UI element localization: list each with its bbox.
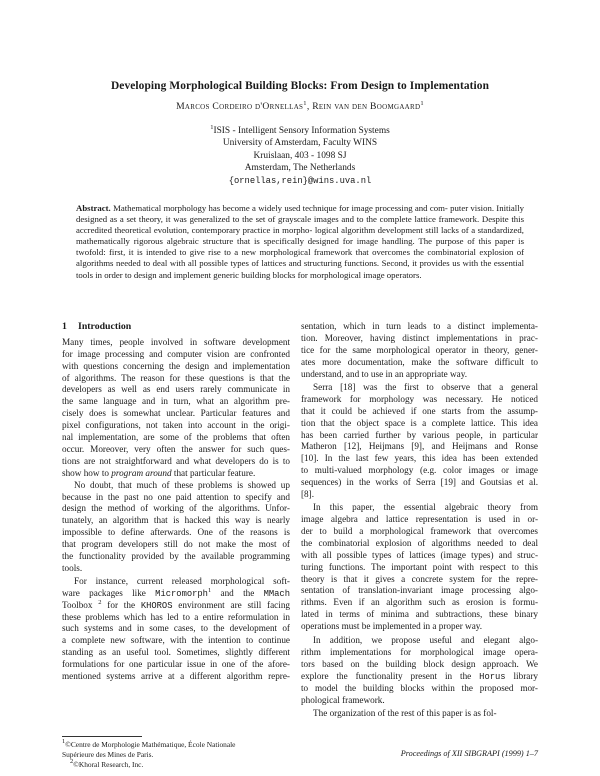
text-line: cisely does is somewhat unclear. Particular features and [62,408,290,418]
footnote-mark: 2 [98,599,102,606]
text-line: that program developers still do not make the most of [62,539,290,549]
author-list [40,101,560,112]
text-line: design the method of working of the algorithms. Unfor- [62,503,290,513]
text-line: Serra [18] was the first to observe that a general [313,382,538,392]
abstract: Abstract. Mathematical morphology has become a widely used technique for image processing and com- puter vision. Initially designed as a set theory, it was generalized to the set of grayscale images and to the complete lattice framework. Despite this accredited theoretical evolution, contemporary practice in morpho- logical algorithm development still lacks of a standardized, mathematically rigorous algebraic structure that is specifically designed for image handling. The purpose of this paper is twofold: first, it is intended to give rise to a new morphological framework that overcomes the combinatorial explosion of algorithms needed to deal with all possible types of lattices and structuring functions. Second, it provides us with the essential tools in order to design and implement generic building blocks for morphological image operators. [76,203,525,280]
text-line: theory is that it gives a concrete system for the repre- [301,574,538,584]
text-line: phological framework. [301,695,385,705]
text-line: occur. Moreover, very often the answer for such ques- [62,444,290,454]
text-line: der to build a morphological framework that overcomes [301,526,538,536]
text-line: lated in terms of minima and subtractions, these binary [301,609,538,619]
text-line: tunately, an algorithm that is hacked this way is nearly [62,515,290,525]
text-line: to model the building blocks within the proposed mor- [301,683,538,693]
text-line: standing as an useful tool. Sometimes, slightly different [62,647,290,657]
affiliation-line: $^1$ISIS - Intelligent Sensory Information Systems [210,124,390,136]
text-line: rithm implementations for morphological image opera- [301,647,538,657]
section-title: Introduction [78,321,132,332]
text-line: sequences) in the works of Serra [19] and Goutsias et al. [301,477,538,487]
paper-title: Developing Morphological Building Blocks: From Design to Implementation [110,80,490,92]
text-line: with all possible types of lattices (image types) and struc- [301,550,538,560]
software-name: Micromorph [155,589,208,599]
text-line: [10]. In the last few years, this idea has been extended [301,453,538,463]
text-line: In addition, we propose useful and elegant algo- [313,635,538,645]
author-name: Marcos Cordeiro d'Ornellas [176,101,304,112]
software-name: Horus [479,672,506,682]
text-line: In this paper, the essential algebraic theory from [313,502,538,512]
text-line: the same language and in turn, what an algorithm pre- [62,396,290,406]
abstract-text: Mathematical morphology has become a widely used technique for image processing and com- [113,203,448,213]
text-line: with questions concerning the design and implementation [62,361,290,371]
footnote-mark: 2 [70,758,74,765]
affiliation-line: Amsterdam, The Netherlands [244,163,356,174]
text-line: Toolbox $^2$ for the KHOROS environment are still facing [62,599,291,611]
text-line: [8]. [301,489,315,499]
text-line: show how to program around that particular feature. [62,468,256,478]
footnote: $^2$©Khoral Research, Inc. [70,758,144,769]
abstract-label: Abstract. [76,203,111,213]
text-line: impossible to define afterwards. One of the reasons is [62,527,290,537]
email-address: {ornellas,rein}@wins.uva.nl [228,175,372,186]
text-line: No doubt, that much of these problems is showed up [74,480,290,490]
text-line: the combinatorial explosion of algorithms needed to deal [301,538,538,548]
footnote: $^1$©Centre de Morphologie Mathématique, École Nationale [62,738,236,749]
text-line: The organization of the rest of this paper is as fol- [313,708,497,718]
text-line: for image processing and computer vision are confronted [62,349,290,359]
text-line: nal implementation, are some of the problems that often [62,432,290,442]
text-line: tions are not straightforward and what developers do is to [62,456,290,466]
affiliation-mark: 1 [303,100,307,107]
text-line: such systems and in some cases, to the development of [62,623,290,633]
text-line: image algebra and lattice representation is used in or- [301,514,538,524]
text-line: the functionality provided by the available programming [62,551,290,561]
section-heading [62,321,131,332]
text-line: pixel configurations, not taken into account in the origi- [62,420,290,430]
text-line: ware packages like Micromorph$^1$ and the MMach [62,587,290,599]
text-line: tion that the object space is a complete lattice. This idea [301,418,538,428]
software-name: MMach [263,589,290,599]
text-line: understand, and to use in an appropriate way. [301,369,468,379]
proceedings-footer: Proceedings of XII SIBGRAPI (1999) 1–7 [400,749,538,758]
text-line: sentation of translation-invariant image processing algo- [301,585,538,595]
text-line: that it could be achieved if one starts from the assump- [301,406,538,416]
section-number: 1 [62,321,67,332]
text-line: these problems which has led to a entire reformulation in [62,612,290,622]
text-line: explore the functionality present in the Horus library [301,671,538,682]
text-line: formulations for one particular issue in one of the afore- [62,659,290,669]
text-line: tion. Moreover, having distinct implementations in prac- [301,333,538,343]
text-line: For instance, current released morphological soft- [74,576,290,586]
affiliation-mark: 1 [210,124,214,131]
text-line: tools. [62,563,83,573]
text-line: of algorithms. The reason for these questions is that the [62,373,290,383]
text-line: a complete new software, with the intention to continue [62,635,290,645]
affiliation-line: University of Amsterdam, Faculty WINS [222,138,378,149]
text-line: Many times, people involved in software development [62,337,290,347]
text-line: mentioned systems arrive at a different algorithm repre- [62,671,290,681]
emphasized-text: program around [111,468,172,478]
footnote-continuation: Supérieure des Mines de Paris. [62,750,154,759]
text-line: tors based on the building block design approach. We [301,659,538,669]
author-separator: , [306,101,313,112]
text-line: Matheron [12], Heijmans [9], and Heijmans and Ronse [301,441,538,451]
text-line: has been carried further by various people, in particular [301,430,538,440]
text-line: tice for the same morphological operator in theory, gener- [301,345,538,355]
text-line: developers as well as end users rarely communicate in [62,384,290,394]
text-line: sentation, which in turn leads to a distinct implementa- [301,321,538,331]
affiliation-line: Kruislaan, 403 - 1098 SJ [253,150,347,161]
footnote-mark: 1 [207,587,212,594]
affiliation-block [100,125,500,187]
text-line: to multi-valued morphology (e.g. color images or image [301,465,538,475]
text-line: framework for morphology was necessary. He noticed [301,394,538,404]
footnote-mark: 1 [62,738,66,745]
text-line: turing functions. The important point with respect to this [301,562,538,572]
text-line: rithms. Even if an algorithm such as erosion is formu- [301,597,538,607]
text-line: ates more documentation, make the software difficult to [301,357,538,367]
software-name: KHOROS [140,601,173,611]
text-line: operations must be implemented in a proper way. [301,621,483,631]
text-line: because in the past no one paid attention to specify and [62,492,290,502]
affiliation-mark: 1 [420,100,424,107]
author-name: Rein van den Boomgaard [312,101,421,112]
footnote-rule [62,736,142,737]
